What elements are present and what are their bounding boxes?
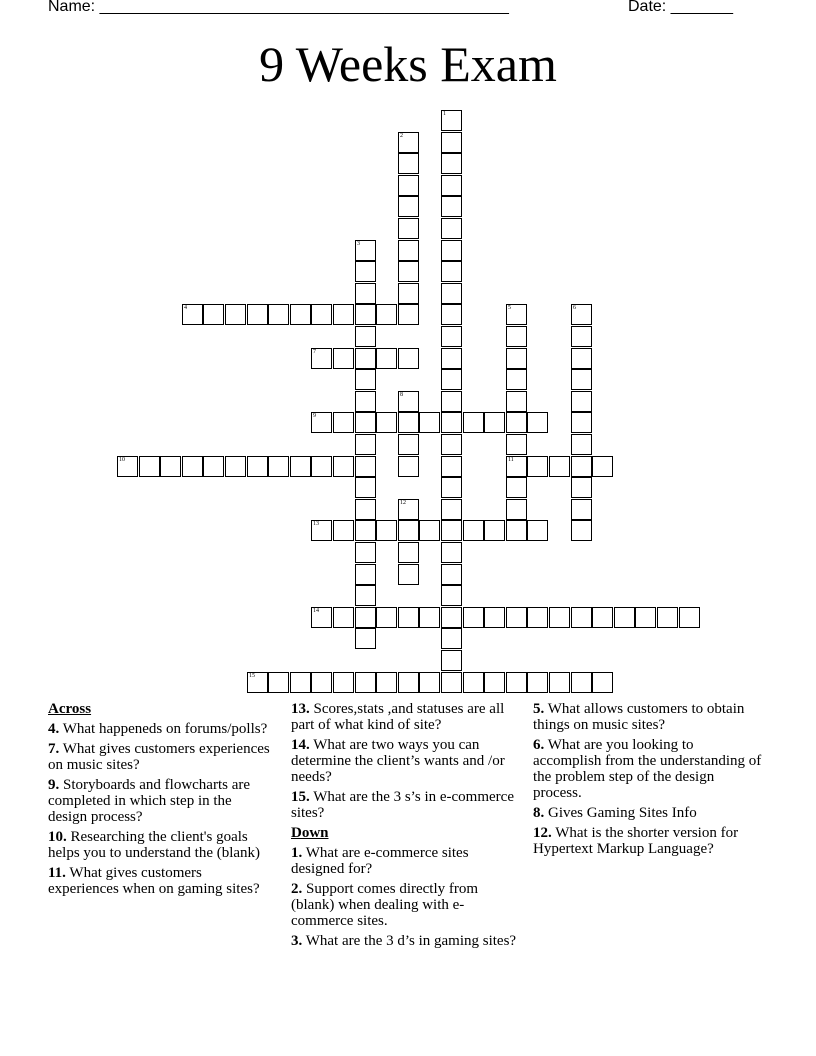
grid-cell[interactable] (333, 412, 354, 433)
grid-cell[interactable] (506, 326, 527, 347)
grid-cell[interactable] (419, 607, 440, 628)
grid-cell[interactable] (355, 520, 376, 541)
grid-cell[interactable] (225, 304, 246, 325)
grid-cell[interactable] (571, 348, 592, 369)
clue-across-9 (48, 777, 270, 825)
grid-cell[interactable] (506, 499, 527, 520)
grid-cell[interactable] (355, 585, 376, 606)
clue-across-13 (291, 701, 523, 733)
clues-column-1 (48, 701, 270, 901)
clue-down-8 (533, 805, 763, 821)
grid-cell[interactable] (441, 607, 462, 628)
clue-number: 14. (291, 737, 310, 753)
grid-cell[interactable] (506, 672, 527, 693)
grid-cell[interactable] (484, 412, 505, 433)
grid-cell[interactable] (506, 369, 527, 390)
grid-cell[interactable] (398, 196, 419, 217)
grid-cell[interactable] (441, 391, 462, 412)
grid-cell[interactable] (441, 304, 462, 325)
clue-down-2 (291, 881, 523, 929)
grid-cell[interactable] (247, 672, 268, 693)
clue-number: 10. (48, 829, 67, 845)
clue-down-6 (533, 737, 763, 801)
clue-number: 4. (48, 721, 60, 737)
clue-down-1 (291, 845, 523, 877)
down-heading: Down (291, 825, 329, 841)
clue-text: What gives customers experiences on music sites? (48, 741, 270, 773)
grid-cell[interactable] (441, 412, 462, 433)
clue-number: 15. (291, 789, 310, 805)
clue-text: Support comes directly from (blank) when dealing with e-commerce sites. (291, 881, 479, 929)
grid-cell[interactable] (419, 672, 440, 693)
clue-down-12 (533, 825, 763, 857)
grid-cell[interactable] (549, 456, 570, 477)
grid-cell[interactable] (419, 520, 440, 541)
grid-cell[interactable] (463, 412, 484, 433)
grid-cell[interactable] (290, 304, 311, 325)
grid-cell[interactable] (527, 520, 548, 541)
grid-cell[interactable] (247, 456, 268, 477)
grid-cell[interactable] (506, 520, 527, 541)
page-title: 9 Weeks Exam (259, 36, 557, 92)
clue-text: What allows customers to obtain things on music sites? (533, 701, 745, 733)
grid-cell[interactable] (571, 391, 592, 412)
clue-text: What are the 3 s’s in e-commerce sites? (291, 789, 514, 821)
grid-cell[interactable] (311, 456, 332, 477)
clue-number: 6. (533, 737, 545, 753)
grid-cell[interactable] (506, 391, 527, 412)
grid-cell[interactable] (333, 304, 354, 325)
grid-cell[interactable] (571, 304, 592, 325)
cell-number: 4 (184, 305, 187, 311)
clue-number: 8. (533, 805, 545, 821)
grid-cell[interactable] (441, 132, 462, 153)
grid-cell[interactable] (355, 369, 376, 390)
grid-cell[interactable] (441, 434, 462, 455)
grid-cell[interactable] (441, 477, 462, 498)
grid-cell[interactable] (506, 348, 527, 369)
grid-cell[interactable] (441, 542, 462, 563)
clues-column-3 (533, 701, 763, 861)
grid-cell[interactable] (441, 585, 462, 606)
clue-across-14 (291, 737, 523, 785)
grid-cell[interactable] (398, 456, 419, 477)
grid-cell[interactable] (355, 412, 376, 433)
grid-cell[interactable] (441, 196, 462, 217)
grid-cell[interactable] (355, 434, 376, 455)
grid-cell[interactable] (376, 520, 397, 541)
grid-cell[interactable] (203, 304, 224, 325)
grid-cell[interactable] (506, 477, 527, 498)
grid-cell[interactable] (355, 477, 376, 498)
clue-down-5 (533, 701, 763, 733)
grid-cell[interactable] (355, 628, 376, 649)
grid-cell[interactable] (398, 499, 419, 520)
clue-number: 11. (48, 865, 66, 881)
clue-number: 9. (48, 777, 60, 793)
grid-cell[interactable] (441, 218, 462, 239)
grid-cell[interactable] (355, 261, 376, 282)
grid-cell[interactable] (635, 607, 656, 628)
name-field: Name: ______________________________________________ (48, 0, 509, 15)
grid-cell[interactable] (225, 456, 246, 477)
grid-cell[interactable] (355, 542, 376, 563)
grid-cell[interactable] (398, 132, 419, 153)
grid-cell[interactable] (376, 607, 397, 628)
grid-cell[interactable] (441, 261, 462, 282)
clue-text: Researching the client's goals helps you to understand the (blank) (48, 829, 261, 861)
clue-text: What are e-commerce sites designed for? (291, 845, 469, 877)
grid-cell[interactable] (571, 412, 592, 433)
grid-cell[interactable] (139, 456, 160, 477)
grid-cell[interactable] (376, 348, 397, 369)
grid-cell[interactable] (441, 175, 462, 196)
grid-cell[interactable] (311, 520, 332, 541)
grid-cell[interactable] (290, 456, 311, 477)
grid-cell[interactable] (398, 218, 419, 239)
grid-cell[interactable] (398, 283, 419, 304)
grid-cell[interactable] (571, 456, 592, 477)
clue-text: What is the shorter version for Hypertext Markup Language? (533, 825, 739, 857)
grid-cell[interactable] (463, 607, 484, 628)
clue-text: What happeneds on forums/polls? (59, 721, 268, 737)
clue-text: What are you looking to accomplish from the understanding of the problem step of the design process. (533, 737, 762, 801)
grid-cell[interactable] (484, 672, 505, 693)
grid-cell[interactable] (506, 304, 527, 325)
grid-cell[interactable] (398, 434, 419, 455)
grid-cell[interactable] (419, 412, 440, 433)
cell-number: 3 (357, 241, 360, 247)
grid-cell[interactable] (311, 672, 332, 693)
grid-cell[interactable] (441, 348, 462, 369)
cell-number: 2 (400, 133, 403, 139)
grid-cell[interactable] (441, 499, 462, 520)
grid-cell[interactable] (333, 607, 354, 628)
clue-text: What are two ways you can determine the client’s wants and /or needs? (291, 737, 505, 785)
grid-cell[interactable] (355, 672, 376, 693)
cell-number: 6 (573, 305, 576, 311)
grid-cell[interactable] (398, 240, 419, 261)
clue-text: Storyboards and flowcharts are completed in which step in the design process? (48, 777, 251, 825)
grid-cell[interactable] (549, 607, 570, 628)
grid-cell[interactable] (614, 607, 635, 628)
grid-cell[interactable] (355, 391, 376, 412)
clue-text: Gives Gaming Sites Info (544, 805, 697, 821)
grid-cell[interactable] (268, 456, 289, 477)
grid-cell[interactable] (398, 175, 419, 196)
grid-cell[interactable] (484, 607, 505, 628)
grid-cell[interactable] (160, 456, 181, 477)
grid-cell[interactable] (571, 326, 592, 347)
grid-cell[interactable] (571, 434, 592, 455)
grid-cell[interactable] (506, 456, 527, 477)
grid-cell[interactable] (268, 304, 289, 325)
grid-cell[interactable] (679, 607, 700, 628)
clue-number: 13. (291, 701, 310, 717)
grid-cell[interactable] (311, 348, 332, 369)
grid-cell[interactable] (441, 672, 462, 693)
clue-number: 12. (533, 825, 552, 841)
cell-number: 9 (313, 413, 316, 419)
clue-number: 7. (48, 741, 60, 757)
grid-cell[interactable] (376, 412, 397, 433)
grid-cell[interactable] (506, 434, 527, 455)
clue-text: Scores,stats ,and statuses are all part of what kind of site? (291, 701, 505, 733)
grid-cell[interactable] (355, 607, 376, 628)
grid-cell[interactable] (398, 304, 419, 325)
clue-across-15 (291, 789, 523, 821)
grid-cell[interactable] (463, 672, 484, 693)
grid-cell[interactable] (592, 607, 613, 628)
grid-cell[interactable] (203, 456, 224, 477)
grid-cell[interactable] (398, 542, 419, 563)
cell-number: 7 (313, 349, 316, 355)
grid-cell[interactable] (398, 153, 419, 174)
grid-cell[interactable] (571, 369, 592, 390)
grid-cell[interactable] (376, 304, 397, 325)
cell-number: 14 (313, 608, 319, 614)
grid-cell[interactable] (333, 456, 354, 477)
grid-cell[interactable] (398, 672, 419, 693)
grid-cell[interactable] (571, 672, 592, 693)
grid-cell[interactable] (571, 607, 592, 628)
grid-cell[interactable] (290, 672, 311, 693)
cell-number: 1 (443, 111, 446, 117)
grid-cell[interactable] (311, 304, 332, 325)
grid-cell[interactable] (571, 499, 592, 520)
grid-cell[interactable] (527, 672, 548, 693)
clue-text: What are the 3 d’s in gaming sites? (302, 933, 517, 949)
grid-cell[interactable] (506, 607, 527, 628)
grid-cell[interactable] (527, 412, 548, 433)
grid-cell[interactable] (527, 607, 548, 628)
clue-number: 1. (291, 845, 303, 861)
grid-cell[interactable] (441, 628, 462, 649)
grid-cell[interactable] (441, 650, 462, 671)
grid-cell[interactable] (398, 391, 419, 412)
cell-number: 12 (400, 500, 406, 506)
grid-cell[interactable] (657, 607, 678, 628)
grid-cell[interactable] (333, 672, 354, 693)
grid-cell[interactable] (592, 456, 613, 477)
grid-cell[interactable] (355, 304, 376, 325)
grid-cell[interactable] (441, 240, 462, 261)
grid-cell[interactable] (333, 348, 354, 369)
clue-across-10 (48, 829, 270, 861)
grid-cell[interactable] (463, 520, 484, 541)
grid-cell[interactable] (398, 412, 419, 433)
grid-cell[interactable] (592, 672, 613, 693)
clue-number: 5. (533, 701, 545, 717)
grid-cell[interactable] (311, 607, 332, 628)
clue-across-4 (48, 721, 270, 737)
clue-number: 3. (291, 933, 303, 949)
grid-cell[interactable] (311, 412, 332, 433)
grid-cell[interactable] (117, 456, 138, 477)
grid-cell[interactable] (527, 456, 548, 477)
cell-number: 15 (249, 673, 255, 679)
grid-cell[interactable] (398, 520, 419, 541)
grid-cell[interactable] (398, 564, 419, 585)
across-heading: Across (48, 701, 92, 717)
cell-number: 11 (508, 457, 514, 463)
grid-cell[interactable] (182, 456, 203, 477)
grid-cell[interactable] (398, 348, 419, 369)
cell-number: 10 (119, 457, 125, 463)
clue-across-7 (48, 741, 270, 773)
grid-cell[interactable] (355, 348, 376, 369)
grid-cell[interactable] (398, 261, 419, 282)
grid-cell[interactable] (355, 499, 376, 520)
cell-number: 5 (508, 305, 511, 311)
grid-cell[interactable] (441, 520, 462, 541)
grid-cell[interactable] (441, 369, 462, 390)
grid-cell[interactable] (376, 672, 397, 693)
cell-number: 8 (400, 392, 403, 398)
grid-cell[interactable] (247, 304, 268, 325)
grid-cell[interactable] (355, 456, 376, 477)
grid-cell[interactable] (571, 477, 592, 498)
cell-number: 13 (313, 521, 319, 527)
grid-cell[interactable] (268, 672, 289, 693)
grid-cell[interactable] (484, 520, 505, 541)
date-field: Date: _______ (628, 0, 733, 15)
clues-column-2 (291, 701, 523, 953)
grid-cell[interactable] (506, 412, 527, 433)
clue-number: 2. (291, 881, 303, 897)
grid-cell[interactable] (355, 283, 376, 304)
grid-cell[interactable] (441, 564, 462, 585)
clue-across-11 (48, 865, 270, 897)
grid-cell[interactable] (549, 672, 570, 693)
grid-cell[interactable] (333, 520, 354, 541)
grid-cell[interactable] (441, 110, 462, 131)
grid-cell[interactable] (441, 326, 462, 347)
grid-cell[interactable] (355, 326, 376, 347)
grid-cell[interactable] (398, 607, 419, 628)
grid-cell[interactable] (355, 240, 376, 261)
clue-text: What gives customers experiences when on gaming sites? (48, 865, 260, 897)
grid-cell[interactable] (441, 283, 462, 304)
grid-cell[interactable] (355, 564, 376, 585)
grid-cell[interactable] (441, 456, 462, 477)
clue-down-3 (291, 933, 523, 949)
grid-cell[interactable] (441, 153, 462, 174)
grid-cell[interactable] (571, 520, 592, 541)
grid-cell[interactable] (182, 304, 203, 325)
